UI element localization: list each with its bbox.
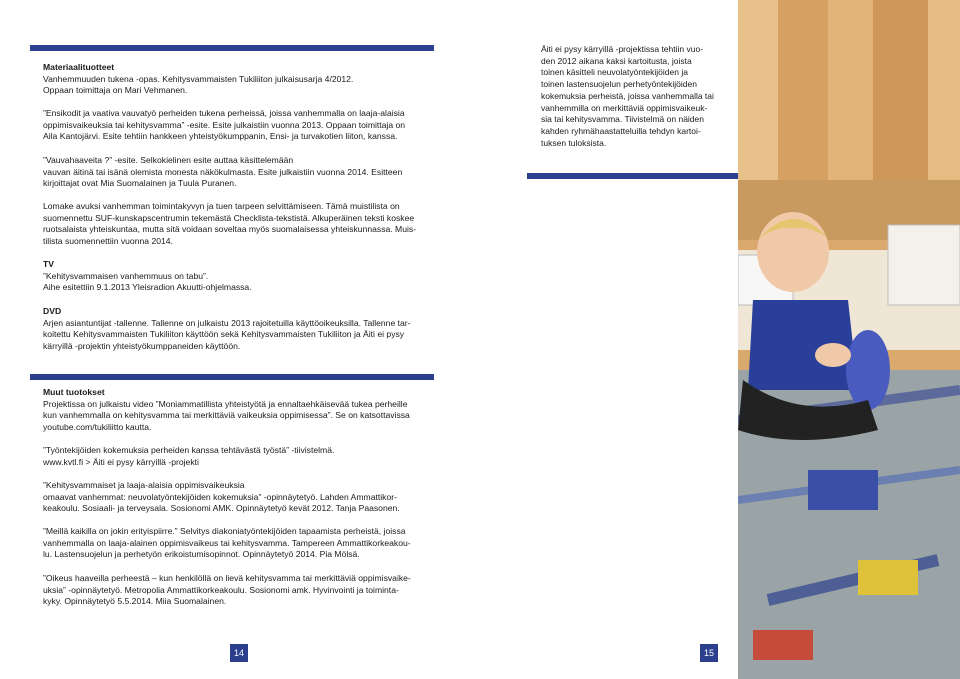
- materials-section: [43, 62, 443, 97]
- child-photo-illustration: [738, 0, 960, 679]
- other-section: Muut tuotokset Projektissa on julkaistu video ”Moniammatillista yhteistyötä ja ennaltaehkäisevää tukea perheille kun vanhemmalla on kehitysvamma tai merkittäviä vaikeuksia oppimisessa”. Se on katsottavissa youtube.com/tukiliitto kautta.: [43, 387, 443, 434]
- intro-text: Äiti ei pysy kärryillä -projektissa tehtiin vuo- den 2012 aikana kaksi kartoitusta, joista toinen käsitteli neuvolatyöntekijöiden ja toinen lastensuojelun perhetyöntekijöiden kokemuksia perheistä, joissa vanhemmalla tai vanhemmilla on merkittäviä oppimisvaikeuk- sia tai kehitysvamma. Tiivistelmä on näiden kahden ryhmähaastatteluilla tehdyn kartoi- tuksen tuloksista.: [541, 44, 714, 148]
- top-rule-right: [527, 173, 738, 179]
- dvd-heading: DVD: [43, 306, 62, 316]
- materials-heading: Materiaalituotteet: [43, 62, 115, 72]
- top-rule-left: [30, 45, 434, 51]
- materials-item: ”Vauvahaaveita ?” -esite. Selkokielinen esite auttaa käsittelemään vauvan äitinä tai isänä olemista monesta näkökulmasta. Esite julkaistiin vuonna 2014. Esitteen kirjoittajat ovat Mia Suomalainen ja Tuula Puranen.: [43, 155, 403, 189]
- materials-item: Lomake avuksi vanhemman toimintakyvyn ja tuen tarpeen selvittämiseen. Tämä muistilista on suomennettu SUF-kunskapscentrumin tekemästä Checklista-tekstistä. Alkuperäinen teksti koskee ruotsalaista yhteiskuntaa, mutta sitä voidaan soveltaa myös suomalaisessa yhteiskunnassa. Muis- tilista suomennettiin vuonna 2014.: [43, 201, 417, 247]
- mid-rule-left: [30, 374, 434, 380]
- materials-item: ”Ensikodit ja vaativa vauvatyö perheiden tukena perheissä, joissa vanhemmalla on laaja-alaisia oppimisvaikeuksia tai kehitysvamma” -esite. Esite julkaistiin vuonna 2013. Oppaan toimittaja on Aila Kantojärvi. Esite tehtiin hankkeen yhteistyökumppanin, Ensi- ja turvakotien liiton, kanssa.: [43, 108, 406, 142]
- tv-heading: TV: [43, 259, 54, 269]
- page-number-left: 14: [230, 644, 248, 662]
- other-item: ”Oikeus haaveilla perheestä – kun henkilöllä on lievä kehitysvamma tai merkittäviä oppimisvaike- uksia” -opinnäytetyö. Metropolia Ammattikorkeakoulu. Sosionomi amk. Hyvinvointi ja toiminta- kyky. Opinnäytetyö 5.5.2014. Miia Suomalainen.: [43, 573, 411, 607]
- other-item: ”Meillä kaikilla on jokin erityispiirre.” Selvitys diakoniatyöntekijöiden tapaamista perheistä, joissa vanhemmalla on laaja-alainen oppimisvaikeus tai kehitysvamma. Tampereen Ammattikorkeakou- lu. Lastensuojelun ja perhetyön erikoistumisopinnot. Opinnäytetyö 2014. Pia Mölsä.: [43, 526, 411, 560]
- tv-section: TV ”Kehitysvammaisen vanhemmuus on tabu”. Aihe esitettiin 9.1.2013 Yleisradion Akuutti-ohjelmassa.: [43, 259, 443, 294]
- page-number-right: 15: [700, 644, 718, 662]
- other-item: ”Työntekijöiden kokemuksia perheiden kanssa tehtävästä työstä” -tiivistelmä. www.kvtl.fi > Äiti ei pysy kärryillä -projekti: [43, 445, 335, 467]
- dvd-section: DVD Arjen asiantuntijat -tallenne. Tallenne on julkaistu 2013 rajoitetuilla käyttöoikeuksilla. Tallenne tar- koitettu Kehitysvammaisten Tukiliiton käyttöön sekä Kehitysvammaisten Tukiliiton ja Äiti ei pysy kärryillä -projektin yhteistyökumppaneiden käyttöön.: [43, 306, 443, 353]
- materials-item: Vanhemmuuden tukena -opas. Kehitysvammaisten Tukiliiton julkaisusarja 4/2012. Oppaan toimittaja on Mari Vehmanen.: [43, 73, 354, 96]
- other-item: ”Kehitysvammaiset ja laaja-alaisia oppimisvaikeuksia omaavat vanhemmat: neuvolatyöntekijöiden kokemuksia” -opinnäytetyö. Lahden Ammattikor- keakoulu. Sosiaali- ja terveysala. Sosionomi AMK. Opinnäytetyö kevät 2012. Tanja Paasonen.: [43, 480, 400, 514]
- other-heading: Muut tuotokset: [43, 387, 105, 397]
- child-photo: [738, 0, 960, 679]
